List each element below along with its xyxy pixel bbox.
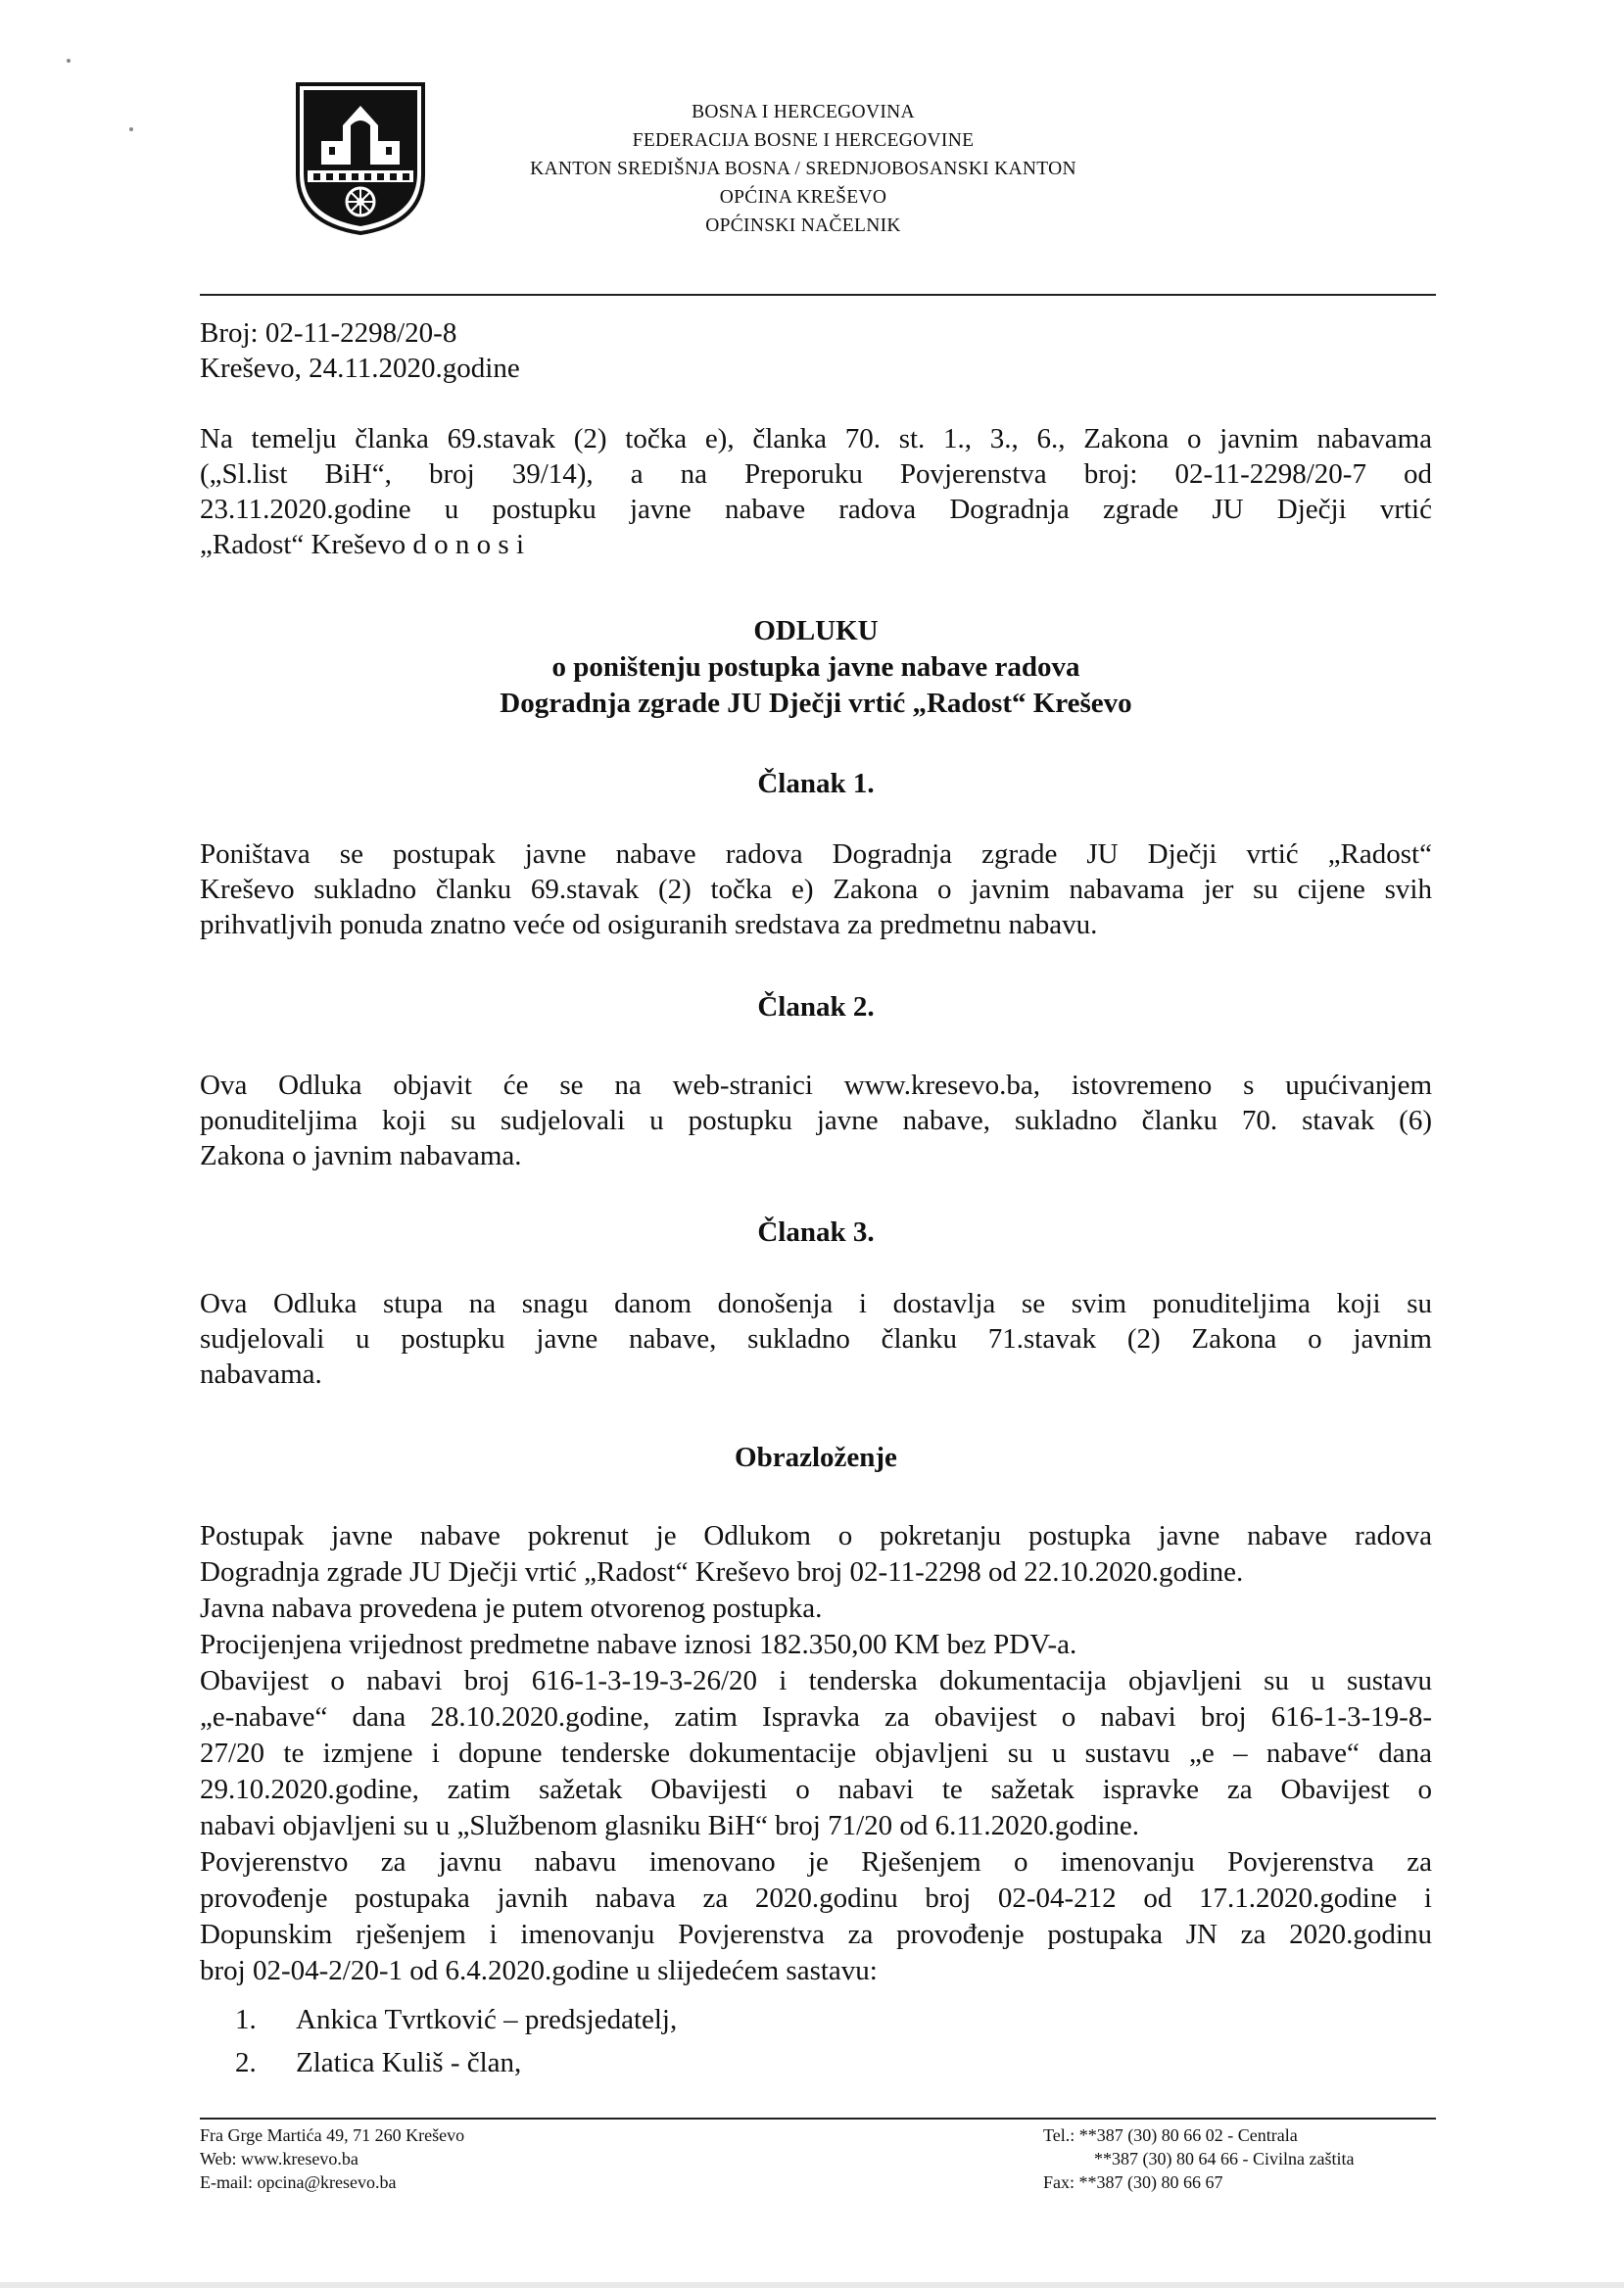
footer-phone-central: Tel.: **387 (30) 80 66 02 - Centrala — [1043, 2125, 1298, 2145]
header-divider — [200, 294, 1436, 296]
decision-title-main: ODLUKU — [753, 615, 879, 646]
scan-edge — [0, 2282, 1624, 2288]
text-line: prihvatljvih ponuda znatno veće od osiguranih sredstava za predmetnu nabavu. — [200, 909, 1098, 940]
footer-address: Fra Grge Martića 49, 71 260 Kreševo — [200, 2125, 465, 2145]
list-item — [235, 2041, 677, 2084]
decision-title — [200, 613, 1432, 722]
text-line: sudjelovali u postupku javne nabave, sukladno članku 71.stavak (2) Zakona o javnim — [200, 1323, 1432, 1355]
list-item — [235, 1998, 677, 2041]
article-3-text — [200, 1286, 1432, 1392]
text-line: Javna nabava provedena je putem otvorenog postupka. — [200, 1593, 823, 1624]
text-line: 29.10.2020.godine, zatim sažetak Obavijesti o nabavi te sažetak ispravke za Obavijest o — [200, 1774, 1432, 1805]
article-2-text — [200, 1068, 1432, 1173]
reasoning-heading: Obrazloženje — [735, 1442, 897, 1473]
article-3-heading: Članak 3. — [757, 1216, 875, 1248]
text-line: Procijenjena vrijednost predmetne nabave iznosi 182.350,00 KM bez PDV-a. — [200, 1629, 1077, 1660]
text-line: Postupak javne nabave pokrenut je Odlukom o pokretanju postupka javne nabave radova — [200, 1520, 1432, 1551]
article-2-heading: Članak 2. — [757, 991, 875, 1023]
municipal-coat-of-arms-icon — [294, 80, 427, 237]
letterhead-line: BOSNA I HERCEGOVINA — [692, 102, 915, 122]
member-name: Ankica Tvrtković – predsjedatelj, — [296, 2004, 678, 2035]
text-line: provođenje postupaka javnih nabava za 2020.godinu broj 02-04-212 od 17.1.2020.godine i — [200, 1883, 1432, 1914]
committee-members-list — [235, 1998, 677, 2084]
place-date: Kreševo, 24.11.2020.godine — [200, 353, 520, 384]
list-number: 2. — [235, 2047, 257, 2078]
text-line: Poništava se postupak javne nabave radova Dogradnja zgrade JU Dječji vrtić „Radost“ — [200, 838, 1432, 870]
letterhead-line: KANTON SREDIŠNJA BOSNA / SREDNJOBOSANSKI KANTON — [530, 159, 1076, 179]
text-line: Kreševo sukladno članku 69.stavak (2) točka e) Zakona o javnim nabavama jer su cijene svih — [200, 874, 1432, 905]
text-line: Dopunskim rješenjem i imenovanju Povjerenstva za provođenje postupaka JN za 2020.godinu — [200, 1919, 1432, 1950]
article-1-text — [200, 836, 1432, 942]
footer-contact-right — [1043, 2123, 1354, 2194]
text-line: („Sl.list BiH“, broj 39/14), a na Preporuku Povjerenstva broj: 02-11-2298/20-7 od — [200, 458, 1432, 490]
text-line: Dogradnja zgrade JU Dječji vrtić „Radost“ Kreševo broj 02-11-2298 od 22.10.2020.godine. — [200, 1556, 1244, 1588]
text-line: Ova Odluka objavit će se na web-stranici www.kresevo.ba, istovremeno s upućivanjem — [200, 1070, 1432, 1101]
text-line: broj 02-04-2/20-1 od 6.4.2020.godine u slijedećem sastavu: — [200, 1955, 878, 1986]
text-line: „Radost“ Kreševo d o n o s i — [200, 529, 525, 560]
footer-contact-left — [200, 2123, 464, 2194]
reasoning-text — [200, 1518, 1432, 1989]
text-line: Ova Odluka stupa na snagu danom donošenja i dostavlja se svim ponuditeljima koji su — [200, 1288, 1432, 1319]
footer-phone-civil: **387 (30) 80 64 66 - Civilna zaštita — [1094, 2149, 1355, 2169]
letterhead-line: OPĆINA KREŠEVO — [719, 187, 887, 208]
reference-block — [200, 315, 520, 386]
footer-divider — [200, 2118, 1436, 2120]
article-1-heading: Članak 1. — [757, 768, 875, 799]
footer-fax: Fax: **387 (30) 80 66 67 — [1043, 2172, 1223, 2192]
decision-title-subject: Dogradnja zgrade JU Dječji vrtić „Radost“ Kreševo — [500, 688, 1132, 719]
reference-number: Broj: 02-11-2298/20-8 — [200, 317, 457, 349]
member-name: Zlatica Kuliš - član, — [296, 2047, 522, 2078]
text-line: ponuditeljima koji su sudjelovali u postupku javne nabave, sukladno članku 70. stavak (6) — [200, 1105, 1432, 1136]
scan-artifact — [67, 59, 71, 63]
text-line: Obavijest o nabavi broj 616-1-3-19-3-26/20 i tenderska dokumentacija objavljeni su u sustavu — [200, 1665, 1432, 1696]
text-line: nabavama. — [200, 1358, 322, 1390]
text-line: Zakona o javnim nabavama. — [200, 1140, 522, 1171]
intro-paragraph — [200, 421, 1432, 562]
text-line: Povjerenstvo za javnu nabavu imenovano je Rješenjem o imenovanju Povjerenstva za — [200, 1846, 1432, 1878]
text-line: Na temelju članka 69.stavak (2) točka e), članka 70. st. 1., 3., 6., Zakona o javnim nabavama — [200, 423, 1432, 454]
letterhead-line: FEDERACIJA BOSNE I HERCEGOVINE — [632, 130, 975, 151]
list-number: 1. — [235, 2004, 257, 2035]
decision-title-sub: o poništenju postupka javne nabave radova — [551, 651, 1080, 683]
text-line: nabavi objavljeni su u „Službenom glasniku BiH“ broj 71/20 od 6.11.2020.godine. — [200, 1810, 1140, 1841]
footer-email: E-mail: opcina@kresevo.ba — [200, 2172, 397, 2192]
text-line: 27/20 te izmjene i dopune tenderske dokumentacije objavljeni su u sustavu „e – nabave“ dana — [200, 1738, 1432, 1769]
text-line: „e-nabave“ dana 28.10.2020.godine, zatim Ispravka za obavijest o nabavi broj 616-1-3-19-8- — [200, 1701, 1432, 1733]
letterhead — [451, 98, 1156, 240]
text-line: 23.11.2020.godine u postupku javne nabave radova Dogradnja zgrade JU Dječji vrtić — [200, 494, 1432, 525]
scan-artifact — [129, 127, 133, 131]
footer-web: Web: www.kresevo.ba — [200, 2149, 358, 2169]
letterhead-line: OPĆINSKI NAČELNIK — [705, 215, 901, 236]
